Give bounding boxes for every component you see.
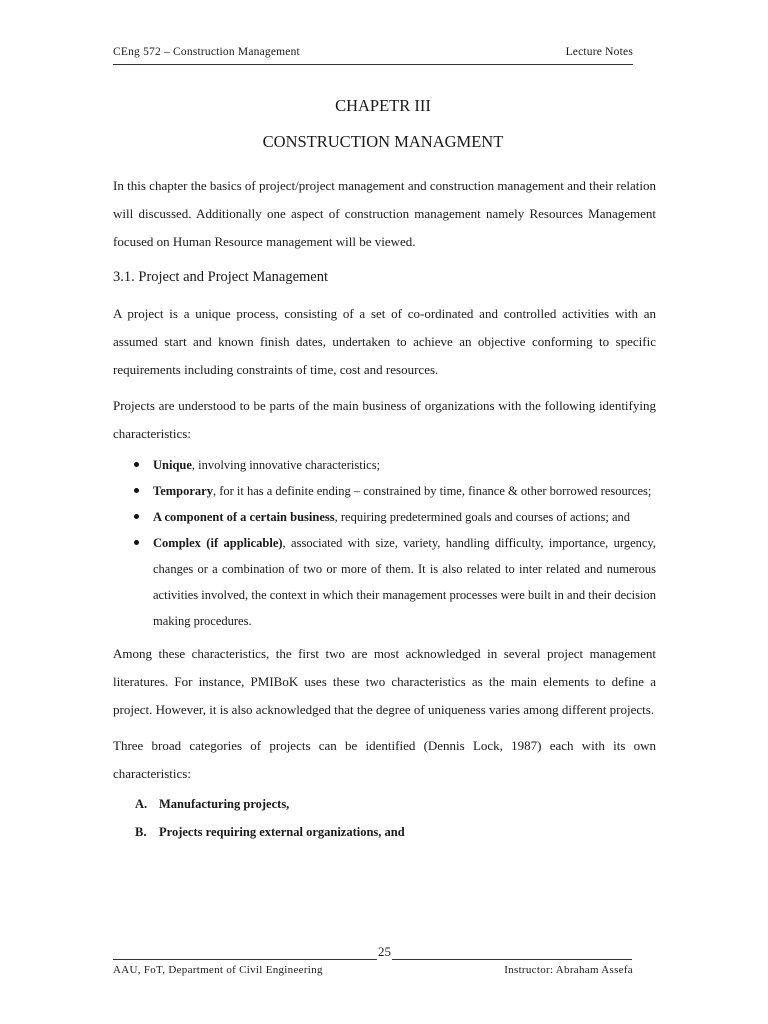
footer-divider-left	[113, 959, 377, 960]
chapter-title: CONSTRUCTION MANAGMENT	[262, 132, 504, 151]
footer-divider-right	[392, 959, 632, 960]
bullet-term: Complex (if applicable)	[153, 536, 283, 550]
header-doc-type: Lecture Notes	[565, 46, 633, 58]
list-item	[113, 818, 656, 846]
footer-department: AAU, FoT, Department of Civil Engineering	[113, 964, 323, 976]
bullet-text: , for it has a definite ending – constrained by time, finance & other borrowed resources;	[212, 484, 652, 498]
footer-instructor: Instructor: Abraham Assefa	[504, 964, 633, 976]
list-item	[113, 504, 656, 530]
list-item	[113, 530, 656, 634]
header-divider	[113, 64, 633, 65]
paragraph-project-definition: A project is a unique process, consisting of a set of co-ordinated and controlled activities with an assumed start and known finish dates, undertaken to achieve an objective conforming to specific requirements including constraints of time, cost and resources.	[113, 306, 656, 377]
header-course: CEng 572 – Construction Management	[113, 46, 300, 58]
bullet-text: , associated with size, variety, handling difficulty, importance, urgency, changes or a combination of two or more of them. It is also related to inter related and numerous activities involved, the context in which their management processes were built in and their decision making procedures.	[153, 536, 656, 628]
category-letter: B.	[135, 825, 147, 839]
bullet-term: A component of a certain business	[153, 510, 335, 524]
bullet-term: Unique	[153, 458, 192, 472]
category-text: Projects requiring external organizations, and	[159, 825, 405, 839]
categories-list	[113, 790, 656, 846]
category-text: Manufacturing projects,	[159, 797, 290, 811]
bullet-text: , involving innovative characteristics;	[191, 458, 381, 472]
intro-paragraph: In this chapter the basics of project/project management and construction management and their relation will discussed. Additionally one aspect of construction management namely Resources Management focused on Human Resource management will be viewed.	[113, 178, 656, 249]
main-content	[113, 172, 656, 846]
chapter-number: CHAPETR III	[335, 96, 431, 115]
list-item	[113, 452, 656, 478]
page-header	[113, 46, 633, 58]
page-number: 25	[378, 944, 391, 959]
list-item	[113, 478, 656, 504]
bullet-term: Temporary	[153, 484, 213, 498]
list-item	[113, 790, 656, 818]
paragraph-characteristics-discussion: Among these characteristics, the first two are most acknowledged in several project management literatures. For instance, PMIBoK uses these two characteristics as the main elements to define a project. However, it is also acknowledged that the degree of uniqueness varies among different projects.	[113, 646, 656, 717]
page-footer	[113, 964, 633, 976]
section-heading: 3.1. Project and Project Management	[113, 269, 329, 285]
category-letter: A.	[135, 797, 148, 811]
paragraph-categories-intro: Three broad categories of projects can be identified (Dennis Lock, 1987) each with its own characteristics:	[113, 738, 656, 781]
bullet-text: , requiring predetermined goals and courses of actions; and	[334, 510, 631, 524]
characteristics-list	[113, 452, 656, 634]
paragraph-characteristics-intro: Projects are understood to be parts of the main business of organizations with the following identifying characteristics:	[113, 398, 656, 441]
